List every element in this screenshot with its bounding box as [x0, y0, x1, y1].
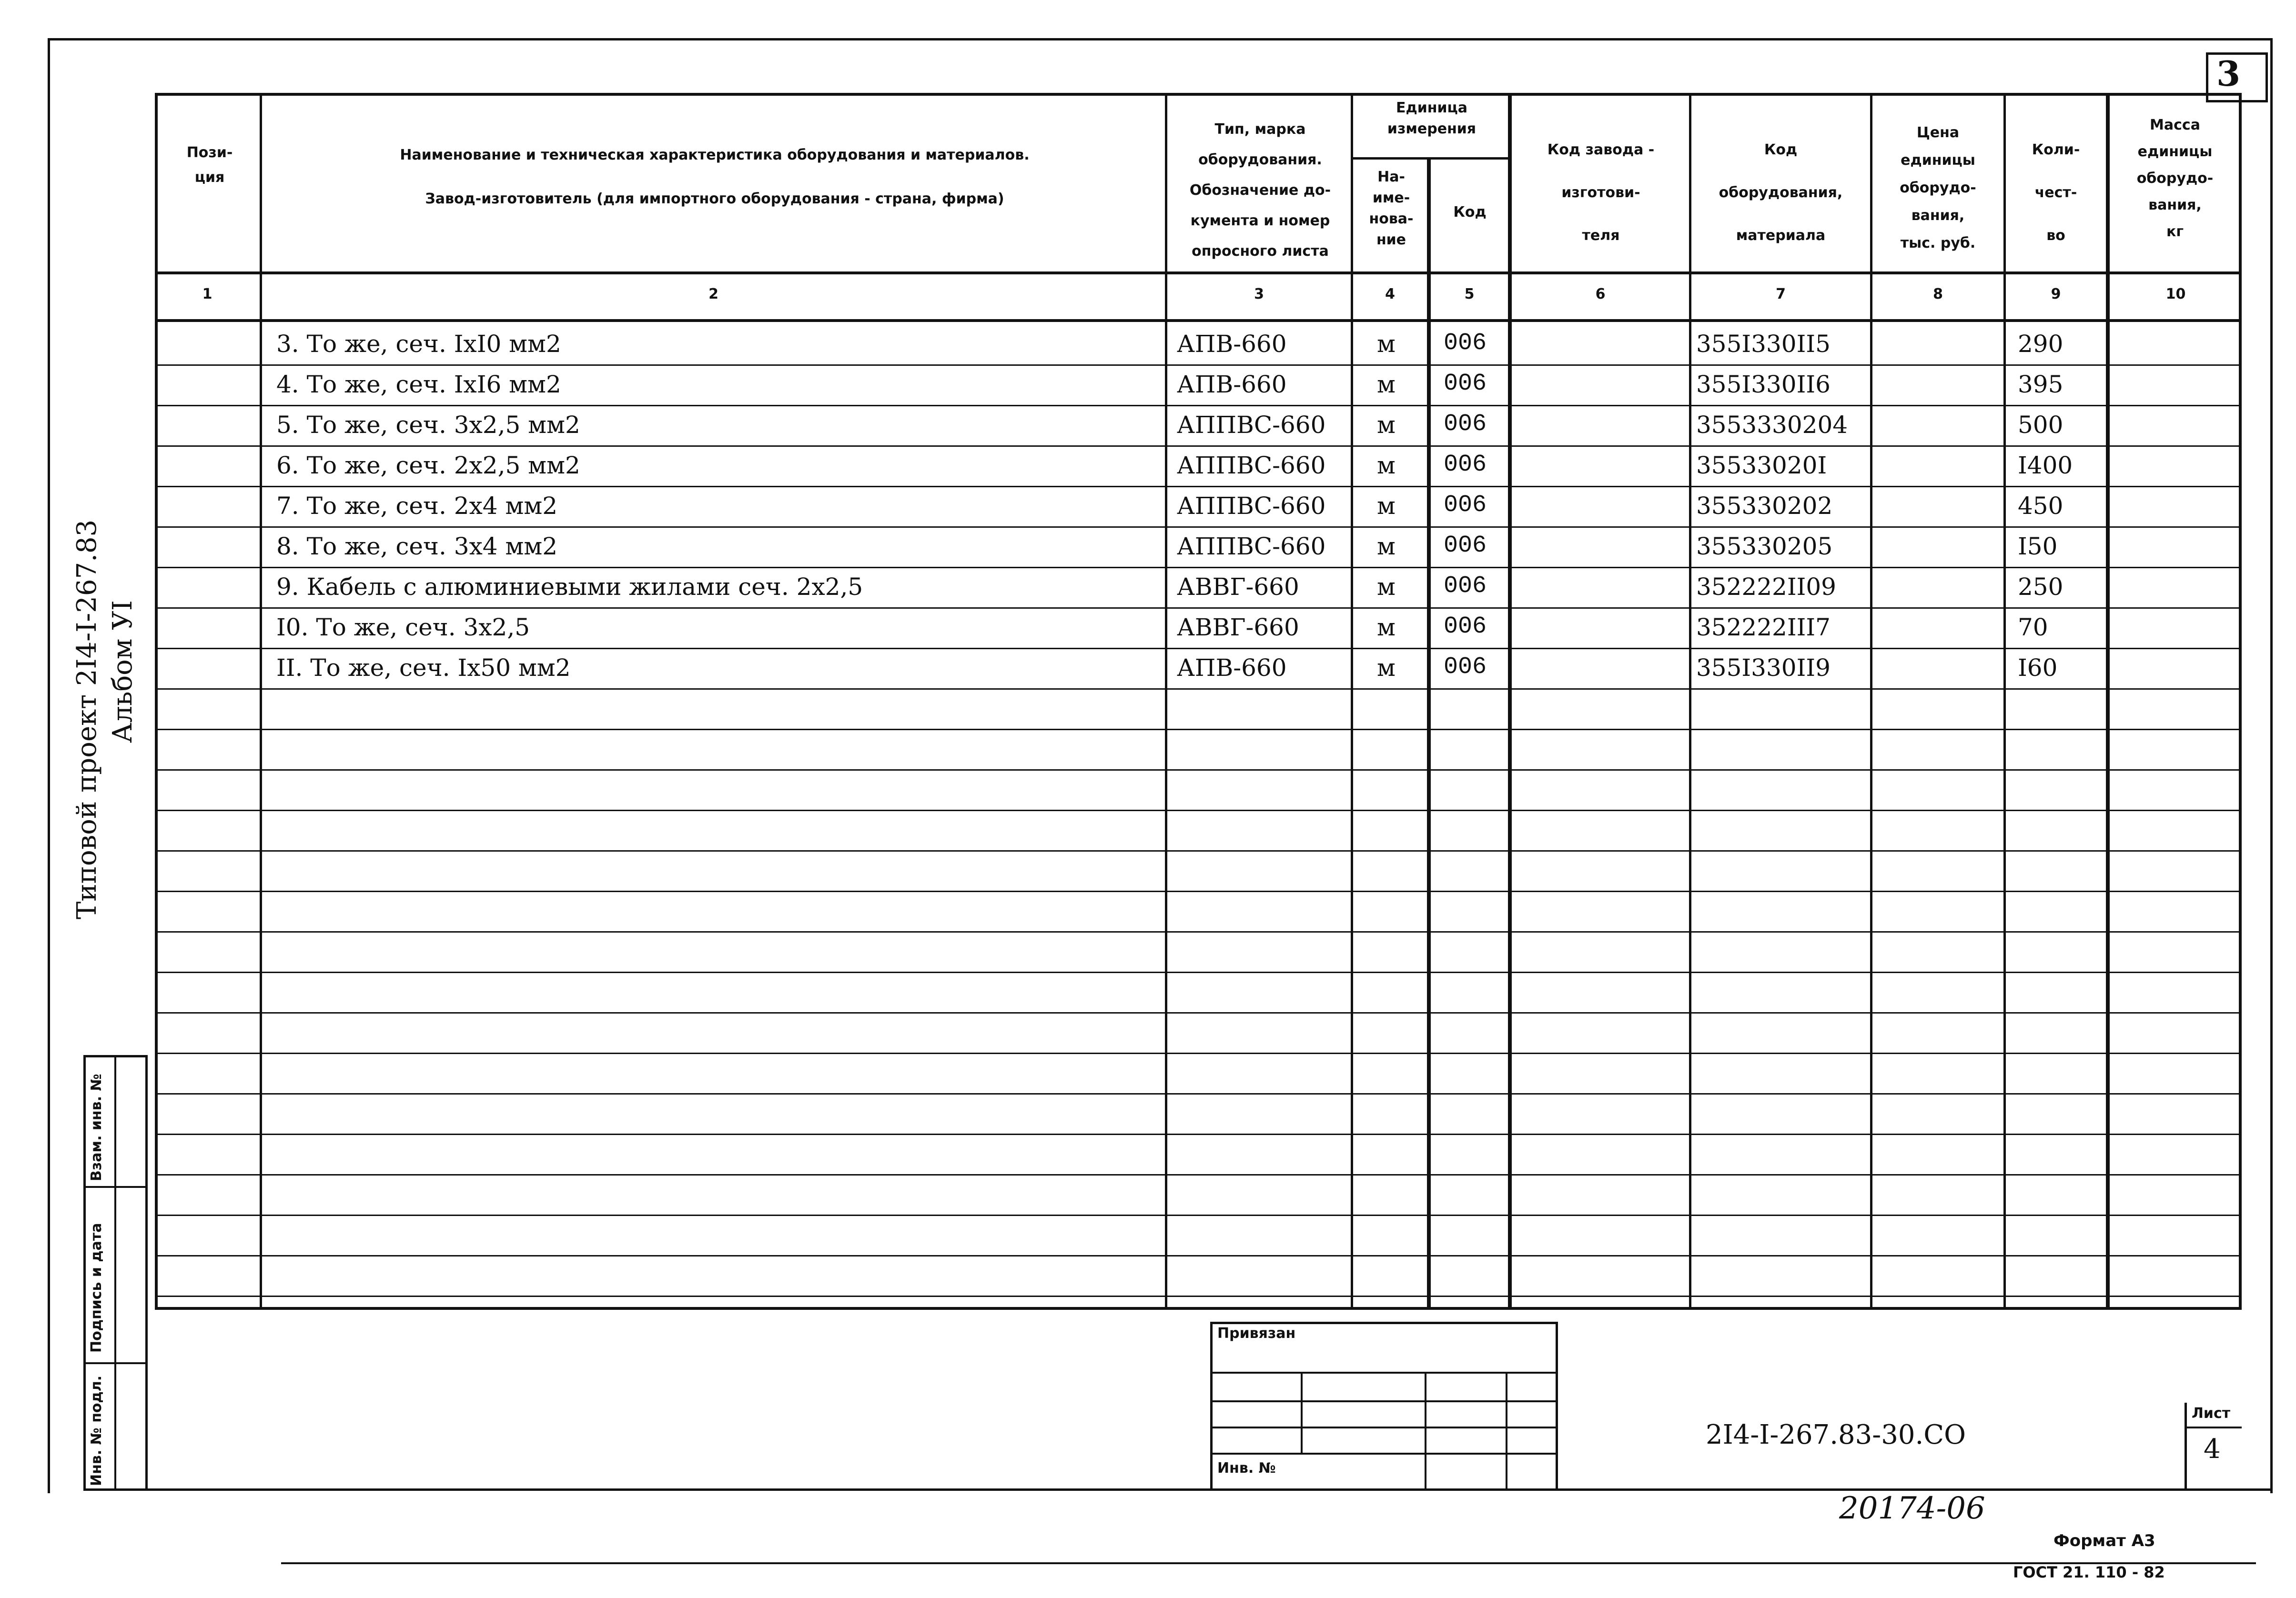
row-unit-code: 006: [1444, 492, 1487, 519]
sheet-number: 4: [2204, 1434, 2221, 1465]
row-unit: м: [1377, 654, 1396, 682]
row-material-code: 352222III7: [1696, 613, 1831, 641]
header-mass: Масса единицы оборудо- вания, кг: [2136, 117, 2214, 240]
col-line-1: [260, 93, 262, 1310]
row-name: I0. То же, сеч. 3x2,5: [276, 613, 530, 641]
colnum-9: 9: [2051, 286, 2061, 302]
header-unit-name: На- име- нова- ние: [1369, 169, 1414, 248]
spec-table: [155, 93, 2242, 1310]
sheet-label: Лист: [2192, 1405, 2231, 1422]
colnum-1: 1: [202, 286, 212, 302]
col-line-5: [1508, 93, 1512, 1310]
row-unit: м: [1377, 492, 1396, 520]
row-type: АВВГ-660: [1177, 573, 1299, 601]
row-quantity: 500: [2018, 411, 2063, 439]
row-material-code: 355330205: [1696, 533, 1833, 560]
row-type: АППВС-660: [1177, 492, 1326, 520]
row-line: [155, 486, 2242, 487]
row-unit-code: 006: [1444, 532, 1487, 559]
col-line-7: [1870, 93, 1872, 1310]
sheet-corner-number: 3: [2216, 53, 2241, 94]
row-line: [155, 850, 2242, 852]
header-unit: Единица измерения: [1387, 100, 1477, 137]
row-name: II. То же, сеч. Ix50 мм2: [276, 654, 571, 682]
col-line-9: [2106, 93, 2110, 1310]
header-name: Наименование и техническая характеристика оборудования и материалов. Завод-изготовитель (для импортного оборудования - страна, фирма): [400, 147, 1030, 207]
row-material-code: 355I330II9: [1696, 654, 1831, 682]
handwritten-number: 20174-06: [1839, 1491, 1985, 1526]
row-quantity: 395: [2018, 371, 2063, 398]
format-label: Формат А3: [2053, 1531, 2155, 1550]
row-line: [155, 810, 2242, 811]
colnum-2: 2: [708, 286, 718, 302]
row-unit: м: [1377, 613, 1396, 641]
row-line: [155, 1053, 2242, 1054]
row-quantity: I60: [2018, 654, 2058, 682]
row-line: [155, 445, 2242, 447]
row-line: [155, 1215, 2242, 1216]
colnum-8: 8: [1933, 286, 1943, 302]
gost-label: ГОСТ 21. 110 - 82: [2013, 1563, 2165, 1581]
privyazan-col-2: [1425, 1372, 1426, 1491]
row-material-code: 3553330204: [1696, 411, 1848, 439]
row-unit-code: 006: [1444, 613, 1487, 640]
side-title-project: Типовой проект 2I4-I-267.83: [71, 519, 102, 919]
unit-subheader-line: [1351, 157, 1510, 160]
row-type: АПВ-660: [1177, 330, 1287, 358]
sheet-number-divider: [2185, 1427, 2242, 1428]
stamp-label-replace: Взам. инв. №: [88, 1074, 105, 1181]
row-unit-code: 006: [1444, 370, 1487, 397]
row-unit-code: 006: [1444, 330, 1487, 357]
side-title-album: Альбом УI: [107, 600, 138, 743]
row-unit: м: [1377, 411, 1396, 439]
row-material-code: 355I330II5: [1696, 330, 1831, 358]
inv-label: Инв. №: [1217, 1460, 1276, 1477]
row-line: [155, 891, 2242, 892]
row-line: [155, 729, 2242, 730]
privyazan-label: Привязан: [1217, 1325, 1296, 1342]
col-line-6: [1689, 93, 1691, 1310]
stamp-label-signature: Подпись и дата: [88, 1223, 105, 1353]
row-quantity: 450: [2018, 492, 2063, 520]
row-unit: м: [1377, 452, 1396, 479]
colnum-6: 6: [1595, 286, 1606, 302]
row-material-code: 35533020I: [1696, 452, 1827, 479]
colnum-5: 5: [1464, 286, 1475, 302]
row-line: [155, 1174, 2242, 1176]
left-stamp-div-2: [83, 1362, 148, 1364]
row-name: 5. То же, сеч. 3x2,5 мм2: [276, 411, 580, 439]
left-stamp-split: [114, 1055, 116, 1491]
row-quantity: 250: [2018, 573, 2063, 601]
privyazan-col-3: [1506, 1372, 1507, 1491]
row-name: 3. То же, сеч. IxI0 мм2: [276, 330, 561, 358]
row-line: [155, 1255, 2242, 1256]
row-line: [155, 405, 2242, 406]
row-unit: м: [1377, 573, 1396, 601]
row-type: АПВ-660: [1177, 371, 1287, 398]
row-unit-code: 006: [1444, 573, 1487, 600]
row-material-code: 355330202: [1696, 492, 1833, 520]
col-line-2: [1165, 93, 1167, 1310]
col-line-4: [1427, 157, 1431, 1310]
row-quantity: 70: [2018, 613, 2048, 641]
left-stamp-div-1: [83, 1186, 148, 1188]
row-quantity: I400: [2018, 452, 2073, 479]
row-unit: м: [1377, 533, 1396, 560]
privyazan-col-1: [1301, 1372, 1303, 1453]
row-material-code: 355I330II6: [1696, 371, 1831, 398]
frame-top: [48, 38, 2273, 40]
colnum-7: 7: [1776, 286, 1786, 302]
header-unit-code: Код: [1453, 204, 1487, 221]
row-line: [155, 1134, 2242, 1135]
numbers-divider: [155, 319, 2242, 322]
row-line: [155, 1093, 2242, 1095]
row-unit: м: [1377, 330, 1396, 358]
row-quantity: 290: [2018, 330, 2063, 358]
header-factory-code: Код завода - изготови- теля: [1547, 141, 1655, 244]
row-type: АВВГ-660: [1177, 613, 1299, 641]
row-type: АППВС-660: [1177, 533, 1326, 560]
row-line: [155, 688, 2242, 690]
row-line: [155, 972, 2242, 973]
header-position: Пози- ция: [186, 144, 233, 186]
row-unit-code: 006: [1444, 653, 1487, 681]
col-line-8: [2003, 93, 2006, 1310]
header-material-code: Код оборудования, материала: [1719, 141, 1843, 244]
row-type: АПВ-660: [1177, 654, 1287, 682]
row-type: АППВС-660: [1177, 411, 1326, 439]
row-line: [155, 1012, 2242, 1014]
row-line: [155, 607, 2242, 609]
row-material-code: 352222II09: [1696, 573, 1836, 601]
header-divider: [155, 271, 2242, 274]
row-name: 9. Кабель с алюминиевыми жилами сеч. 2x2,5: [276, 573, 863, 601]
colnum-3: 3: [1254, 286, 1264, 302]
footer-line: [281, 1562, 2256, 1564]
row-line: [155, 364, 2242, 366]
frame-left: [48, 38, 50, 1493]
header-price: Цена единицы оборудо- вания, тыс. руб.: [1900, 124, 1976, 251]
stamp-label-original-inv: Инв. № подл.: [88, 1375, 105, 1486]
header-type: Тип, марка оборудования. Обозначение до- кумента и номер опросного листа: [1189, 121, 1331, 260]
row-type: АППВС-660: [1177, 452, 1326, 479]
row-quantity: I50: [2018, 533, 2058, 560]
col-line-3: [1351, 93, 1353, 1310]
colnum-10: 10: [2165, 286, 2186, 302]
row-unit: м: [1377, 371, 1396, 398]
row-name: 6. То же, сеч. 2x2,5 мм2: [276, 452, 580, 479]
frame-right: [2270, 38, 2273, 1493]
row-name: 4. То же, сеч. IxI6 мм2: [276, 371, 561, 398]
row-line: [155, 1296, 2242, 1297]
row-line: [155, 526, 2242, 528]
row-name: 7. То же, сеч. 2x4 мм2: [276, 492, 558, 520]
header-quantity: Коли- чест- во: [2032, 141, 2080, 244]
row-line: [155, 931, 2242, 933]
row-line: [155, 567, 2242, 568]
row-line: [155, 648, 2242, 649]
colnum-4: 4: [1385, 286, 1395, 302]
row-unit-code: 006: [1444, 411, 1487, 438]
row-unit-code: 006: [1444, 451, 1487, 478]
row-name: 8. То же, сеч. 3x4 мм2: [276, 533, 558, 560]
doc-code: 2I4-I-267.83-30.СО: [1706, 1419, 1966, 1450]
row-line: [155, 769, 2242, 771]
